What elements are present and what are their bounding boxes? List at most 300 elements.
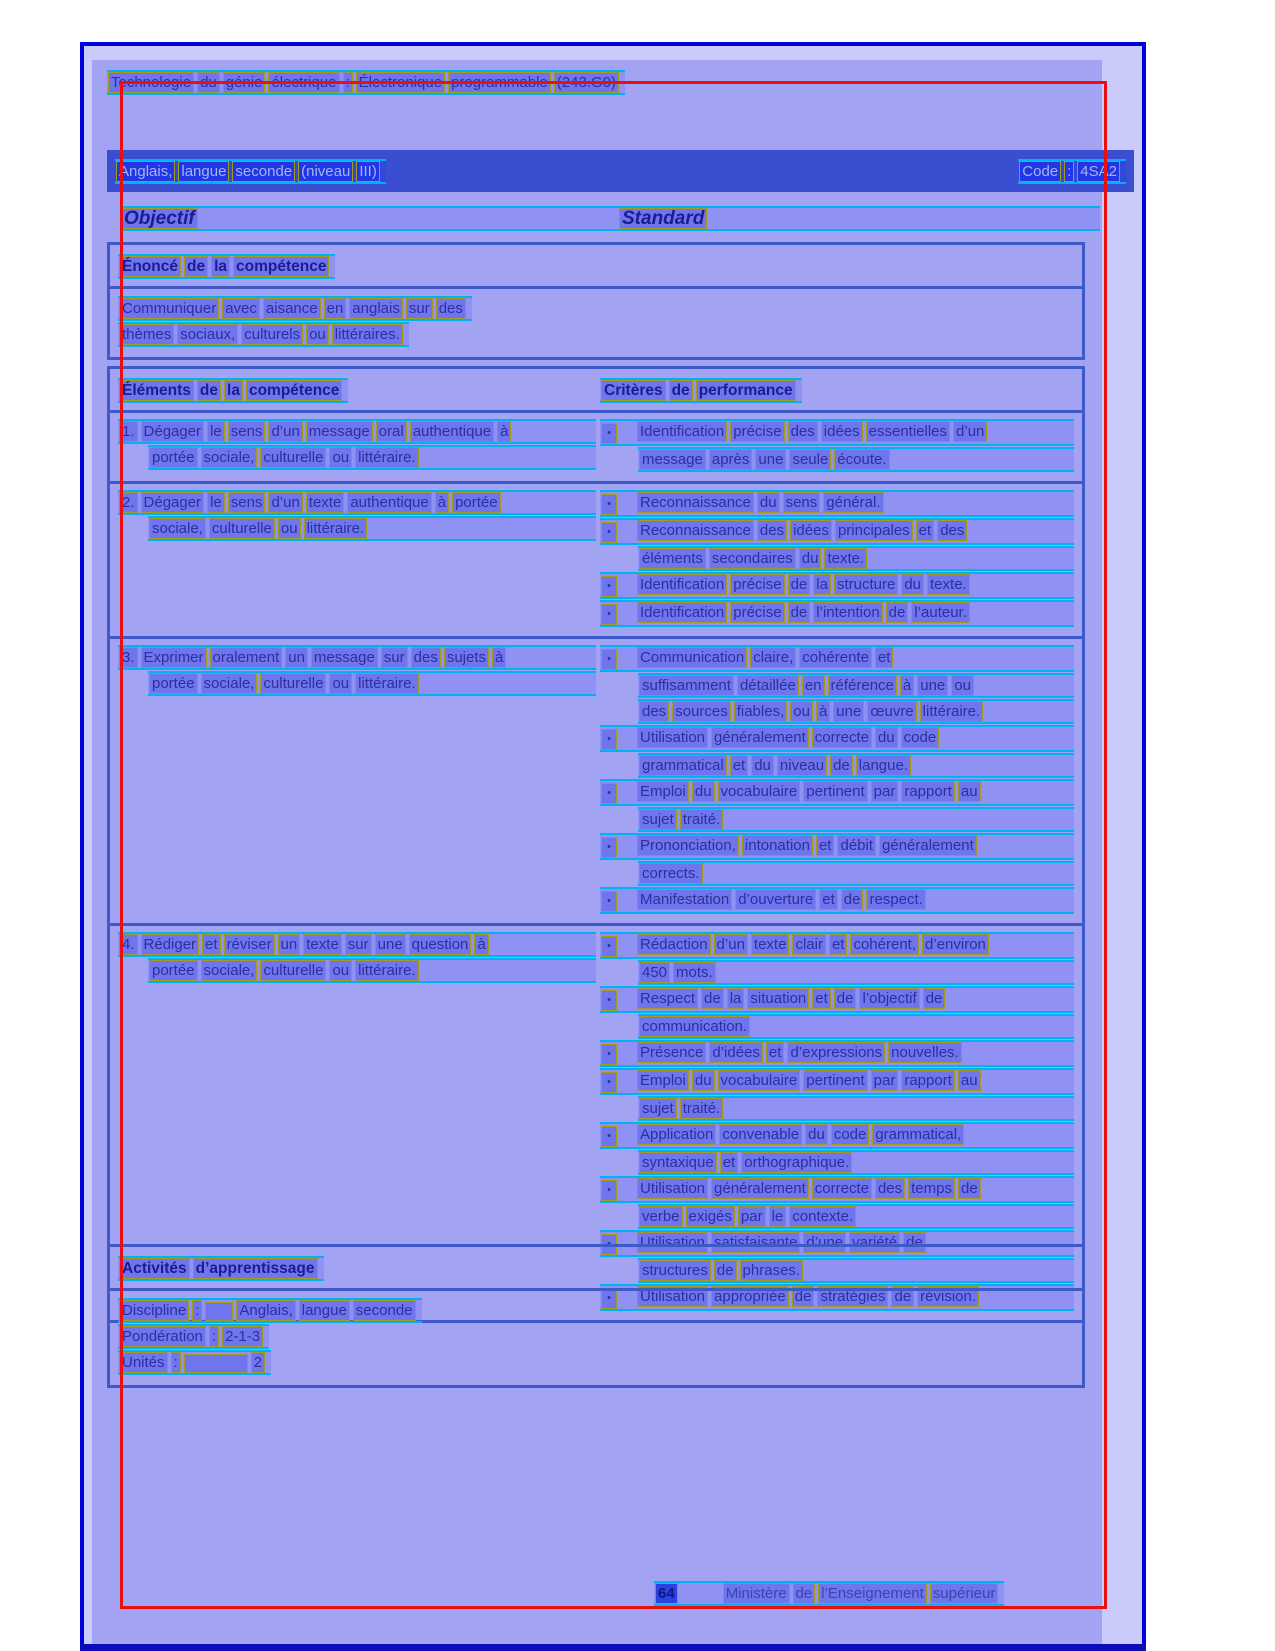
ocr-word-box: 2-1-3 <box>225 1328 261 1345</box>
ocr-word-box: principales <box>837 522 910 539</box>
ocr-word-box: Rédiger <box>143 936 197 953</box>
ocr-empty-box <box>185 1355 247 1372</box>
ocr-word-box: de <box>925 990 943 1007</box>
ocr-word-box: et <box>768 1044 782 1061</box>
ocr-word-box: ou <box>280 520 298 537</box>
ocr-word-box: situation <box>750 990 807 1007</box>
ocr-word-box: vocabulaire <box>720 783 798 800</box>
text-line <box>600 1040 1074 1067</box>
text-line <box>118 645 596 670</box>
ocr-word-box: au <box>960 1072 978 1089</box>
competence-row <box>110 636 1082 923</box>
ocr-word-box: l’objectif <box>862 990 917 1007</box>
ocr-word-box: performance <box>698 382 793 399</box>
ocr-word-box: variété <box>852 1234 898 1251</box>
ocr-word-box: électrique <box>271 74 337 91</box>
ocr-word-box: Reconnaissance <box>640 522 751 539</box>
ocr-word-box: contexte. <box>792 1208 854 1225</box>
ocr-word-box: pertinent <box>806 783 865 800</box>
standard-column-label: Standard <box>622 208 705 229</box>
ocr-word-box: Utilisation <box>640 1288 706 1305</box>
page-number: 64 <box>658 1585 675 1602</box>
criteria-cell <box>600 645 1074 915</box>
ocr-word-box: claire, <box>753 649 794 666</box>
text-line <box>638 673 1074 698</box>
ocr-word-box: d’un <box>716 936 745 953</box>
ocr-word-box: d’un <box>271 494 300 511</box>
text-line <box>638 753 1074 778</box>
bullet-icon: • <box>602 605 616 624</box>
bullet-icon: • <box>602 495 616 514</box>
ocr-word-box: du <box>877 729 895 746</box>
objectif-standard-band <box>120 206 1100 231</box>
ocr-word-box: (niveau <box>301 162 351 180</box>
bullet-icon: • <box>602 577 616 596</box>
text-line <box>118 296 472 321</box>
text-line <box>600 1068 1074 1095</box>
ocr-word-box: langue <box>301 1302 347 1319</box>
ocr-word-box: essentielles <box>868 423 948 440</box>
ocr-word-box: Unités <box>122 1354 165 1371</box>
activites-field-row <box>118 1350 1074 1376</box>
bullet-icon: • <box>602 892 616 911</box>
ocr-word-box: Ministère <box>725 1585 787 1602</box>
text-line <box>638 960 1074 985</box>
text-line <box>600 887 1074 914</box>
ocr-word-box: sens <box>785 494 818 511</box>
ocr-word-box: code <box>903 729 937 746</box>
bullet-icon: • <box>602 650 616 669</box>
ocr-word-box: sociaux, <box>180 326 236 343</box>
ocr-word-box: littéraire. <box>358 962 416 979</box>
ocr-word-box: respect. <box>869 891 923 908</box>
enonce-heading-row <box>110 245 1082 289</box>
ocr-word-box: de <box>833 757 850 774</box>
ocr-word-box: et <box>205 936 218 953</box>
ocr-word-box: cohérente <box>802 649 869 666</box>
ocr-word-box: précise <box>733 423 782 440</box>
bullet-icon: • <box>602 1235 616 1254</box>
ocr-word-box: temps <box>911 1180 952 1197</box>
ocr-word-box: ou <box>332 675 350 692</box>
ocr-word-box: portée <box>152 449 195 466</box>
text-line <box>638 699 1074 724</box>
ocr-word-box: du <box>200 74 217 91</box>
ocr-word-box: nouvelles. <box>891 1044 959 1061</box>
ocr-word-box: correcte <box>814 729 869 746</box>
ocr-word-box: réviser <box>226 936 272 953</box>
ocr-word-box: portée <box>455 494 498 511</box>
ocr-word-box: des <box>438 300 463 317</box>
ocr-word-box: d’idées <box>712 1044 760 1061</box>
text-line <box>638 807 1074 832</box>
text-line <box>118 1350 271 1375</box>
ocr-word-box: œuvre <box>870 703 914 720</box>
ocr-word-box: Respect <box>640 990 696 1007</box>
ocr-word-box: Identification <box>640 604 725 621</box>
text-line <box>600 490 1074 517</box>
ocr-word-box: de <box>790 576 808 593</box>
ocr-word-box: d’un <box>271 423 300 440</box>
ocr-word-box: littéraire. <box>358 675 416 692</box>
ocr-word-box: une <box>836 703 862 720</box>
ocr-word-box: en <box>326 300 344 317</box>
ocr-word-box: Utilisation <box>640 1234 706 1251</box>
ocr-word-box: sur <box>347 936 369 953</box>
ocr-word-box: précise <box>733 604 782 621</box>
ocr-word-box: de <box>894 1288 912 1305</box>
ocr-word-box: d’une <box>806 1234 844 1251</box>
activites-field-row <box>118 1324 1074 1350</box>
ocr-word-box: seule <box>792 451 829 468</box>
ocr-word-box: intonation <box>744 837 810 854</box>
ocr-word-box: traité. <box>682 1100 721 1117</box>
ocr-word-box: Code <box>1022 162 1059 180</box>
ocr-word-box: corrects. <box>642 865 700 882</box>
ocr-word-box: sociale, <box>203 449 255 466</box>
text-line <box>638 1014 1074 1039</box>
course-name <box>115 159 386 184</box>
ocr-word-box: et <box>818 837 832 854</box>
ocr-word-box: seconde <box>235 162 293 180</box>
ocr-word-box: mots. <box>676 964 713 981</box>
ocr-word-box: la <box>227 382 240 399</box>
ocr-word-box: culturelle <box>263 675 324 692</box>
ocr-word-box: des <box>413 649 438 666</box>
ocr-word-box: : <box>345 74 350 91</box>
ocr-word-box: phrases. <box>742 1262 801 1279</box>
ocr-word-box: de <box>790 604 808 621</box>
ocr-word-box: Anglais, <box>239 1302 293 1319</box>
ocr-word-box: anglais <box>352 300 400 317</box>
ocr-word-box: vocabulaire <box>720 1072 798 1089</box>
text-line <box>600 833 1074 860</box>
ocr-word-box: langue <box>181 162 227 180</box>
ocr-word-box: et <box>815 990 828 1007</box>
ocr-word-box: à <box>500 423 509 440</box>
ocr-word-box: syntaxique <box>642 1154 714 1171</box>
ocr-word-box: stratégies <box>820 1288 886 1305</box>
ocr-word-box: sociale, <box>203 962 255 979</box>
bullet-icon: • <box>602 838 616 857</box>
ocr-word-box: Emploi <box>640 1072 686 1089</box>
text-line <box>600 725 1074 752</box>
ocr-word-box: des <box>759 522 785 539</box>
ocr-word-box: d’expressions <box>790 1044 883 1061</box>
ocr-word-box: clair <box>795 936 823 953</box>
ocr-word-box: grammatical, <box>875 1126 962 1143</box>
ocr-word-box: traité. <box>682 811 721 828</box>
ocr-word-box: thèmes <box>122 326 172 343</box>
ocr-word-box: : <box>211 1328 217 1345</box>
ocr-word-box: Exprimer <box>143 649 204 666</box>
ocr-word-box: l’auteur. <box>914 604 967 621</box>
elements-heading <box>118 378 348 403</box>
ocr-word-box: littéraire. <box>922 703 981 720</box>
ocr-word-box: à <box>477 936 486 953</box>
ocr-word-box: oralement <box>212 649 280 666</box>
ocr-word-box: du <box>759 494 777 511</box>
ocr-word-box: 4SA2 <box>1080 162 1117 180</box>
ocr-word-box: : <box>173 1354 178 1371</box>
ocr-word-box: culturelle <box>263 962 324 979</box>
ocr-word-box: authentique <box>412 423 492 440</box>
ocr-word-box: correcte <box>814 1180 869 1197</box>
ocr-word-box: et <box>722 1154 736 1171</box>
footer-band <box>654 1581 1004 1606</box>
text-line <box>148 671 596 696</box>
text-line <box>600 932 1074 959</box>
ocr-word-box: : <box>1067 162 1072 180</box>
ocr-word-box: 450 <box>642 964 668 981</box>
ministry-name <box>724 1585 1003 1602</box>
ocr-word-box: éléments <box>642 550 703 567</box>
ocr-word-box: Utilisation <box>640 729 706 746</box>
text-line <box>118 932 596 957</box>
ocr-word-box: suffisamment <box>642 677 731 694</box>
ocr-word-box: question <box>411 936 469 953</box>
ocr-word-box: général. <box>826 494 881 511</box>
ocr-word-box: de <box>794 1288 812 1305</box>
ocr-word-box: III) <box>359 162 377 180</box>
ocr-word-box: littéraire. <box>358 449 416 466</box>
ocr-word-box: généralement <box>882 837 974 854</box>
ocr-word-box: une <box>377 936 403 953</box>
ocr-word-box: du <box>808 1126 825 1143</box>
course-code <box>1018 159 1126 184</box>
text-line <box>638 546 1074 571</box>
ocr-word-box: de <box>888 604 906 621</box>
ocr-word-box: d’apprentissage <box>195 1260 315 1277</box>
ocr-word-box: texte. <box>930 576 967 593</box>
ocr-word-box: sujet <box>642 1100 674 1117</box>
ocr-word-box: Reconnaissance <box>640 494 751 511</box>
ocr-word-box: après <box>711 451 750 468</box>
ocr-word-box: de <box>843 891 861 908</box>
ocr-word-box: rapport <box>904 1072 952 1089</box>
ocr-word-box: la <box>729 990 742 1007</box>
ocr-word-box: détaillée <box>739 677 796 694</box>
ocr-word-box: secondaires <box>711 550 793 567</box>
ocr-word-box: structures <box>642 1262 708 1279</box>
ocr-word-box: compétence <box>236 258 327 275</box>
ocr-word-box: la <box>214 258 228 275</box>
ocr-word-box: texte <box>306 936 339 953</box>
objectif-column-label: Objectif <box>124 208 195 229</box>
ocr-word-box: sens <box>230 423 263 440</box>
bullet-icon: • <box>602 784 616 803</box>
ocr-word-box: Pondération <box>122 1328 203 1345</box>
ocr-word-box: d’environ <box>925 936 986 953</box>
text-line <box>600 1122 1074 1149</box>
ocr-word-box: Présence <box>640 1044 704 1061</box>
ocr-word-box: ou <box>309 326 326 343</box>
ocr-word-box: pertinent <box>806 1072 865 1089</box>
ocr-word-box: ou <box>954 677 971 694</box>
ocr-word-box: Communication <box>640 649 745 666</box>
ocr-word-box: message <box>313 649 375 666</box>
ocr-word-box: Communiquer <box>122 300 217 317</box>
ocr-word-box: Emploi <box>640 783 686 800</box>
ocr-word-box: en <box>804 677 822 694</box>
criteres-heading <box>600 378 802 403</box>
ocr-word-box: Manifestation <box>640 891 730 908</box>
ocr-word-box: supérieur <box>932 1585 996 1602</box>
text-line <box>118 490 596 515</box>
ocr-word-box: une <box>758 451 784 468</box>
element-cell <box>118 490 596 628</box>
ocr-word-box: culturelle <box>263 449 324 466</box>
ocr-word-box: Identification <box>640 576 725 593</box>
ocr-word-box: satisfaisante <box>714 1234 798 1251</box>
ocr-word-box: message <box>642 451 703 468</box>
ocr-word-box: Discipline <box>122 1302 187 1319</box>
ocr-word-box: à <box>902 677 912 694</box>
ocr-word-box: sujet <box>642 811 674 828</box>
ocr-word-box: de <box>961 1180 978 1197</box>
text-line <box>638 1204 1074 1229</box>
ocr-word-box: et <box>831 936 845 953</box>
ocr-word-box: le <box>210 494 222 511</box>
text-line <box>600 779 1074 806</box>
ocr-word-box: de <box>795 1585 813 1602</box>
ocr-word-box: des <box>940 522 965 539</box>
ocr-word-box: par <box>873 1072 896 1089</box>
text-line <box>600 600 1074 627</box>
course-header-bar <box>107 150 1134 192</box>
ocr-word-box: à <box>818 703 828 720</box>
ocr-word-box: le <box>771 1208 784 1225</box>
element-cell <box>118 419 596 473</box>
activites-heading <box>118 1256 324 1281</box>
ocr-word-box: Application <box>640 1126 714 1143</box>
bullet-icon: • <box>602 1127 616 1146</box>
ocr-word-box: par <box>740 1208 763 1225</box>
ocr-word-box: 4. <box>122 936 135 953</box>
ocr-word-box: structure <box>836 576 896 593</box>
ocr-word-box: de <box>906 1234 923 1251</box>
text-line <box>600 419 1074 446</box>
ocr-word-box: littéraires. <box>334 326 400 343</box>
ocr-word-box: généralement <box>714 1180 806 1197</box>
ocr-word-box: au <box>960 783 978 800</box>
ocr-word-box: ou <box>793 703 810 720</box>
ocr-word-box: Énoncé <box>122 258 178 275</box>
text-line <box>600 518 1074 545</box>
ocr-word-box: référence <box>830 677 894 694</box>
ocr-word-box: Utilisation <box>640 1180 706 1197</box>
ocr-word-box: Éléments <box>122 382 191 399</box>
text-line <box>600 572 1074 599</box>
ocr-word-box: la <box>816 576 828 593</box>
ocr-word-box: texte <box>753 936 787 953</box>
bullet-icon: • <box>602 1181 616 1200</box>
bullet-icon: • <box>602 1045 616 1064</box>
ocr-word-box: culturels <box>244 326 301 343</box>
ocr-word-box: écoute. <box>837 451 887 468</box>
ocr-word-box: précise <box>733 576 782 593</box>
enonce-heading <box>118 254 335 279</box>
text-line <box>600 645 1074 672</box>
text-line <box>118 419 596 444</box>
ocr-word-box: portée <box>152 962 195 979</box>
ocr-word-box: texte. <box>827 550 865 567</box>
ocr-word-box: sociale, <box>152 520 203 537</box>
text-line <box>638 861 1074 886</box>
bullet-icon: • <box>602 424 616 443</box>
ocr-word-box: ou <box>332 449 350 466</box>
ocr-word-box: programmable <box>451 74 548 91</box>
ocr-word-box: Prononciation, <box>640 837 736 854</box>
activites-section <box>107 1244 1085 1388</box>
ocr-word-box: ou <box>332 962 350 979</box>
ocr-word-box: des <box>642 703 667 720</box>
ocr-word-box: débit <box>840 837 874 854</box>
ocr-word-box: sens <box>230 494 263 511</box>
ocr-word-box: langue. <box>858 757 908 774</box>
ocr-word-box: sociale, <box>203 675 255 692</box>
bullet-icon: • <box>602 937 616 956</box>
ocr-word-box: texte <box>308 494 342 511</box>
text-line <box>638 1096 1074 1121</box>
ocr-word-box: orthographique. <box>744 1154 850 1171</box>
ocr-word-box: littéraire. <box>306 520 365 537</box>
ocr-word-box: un <box>280 936 298 953</box>
ocr-word-box: : <box>195 1302 200 1319</box>
ocr-word-box: une <box>920 677 946 694</box>
ocr-word-box: de <box>716 1262 734 1279</box>
ocr-word-box: 3. <box>122 649 135 666</box>
ocr-word-box: et <box>918 522 932 539</box>
ocr-word-box: Identification <box>640 423 725 440</box>
ocr-word-box: d’ouverture <box>738 891 814 908</box>
ocr-word-box: idées <box>793 522 829 539</box>
ocr-word-box: à <box>437 494 447 511</box>
bullet-icon: • <box>602 1289 616 1308</box>
enonce-body <box>110 289 1082 357</box>
ocr-word-box: l’intention <box>816 604 880 621</box>
ocr-word-box: appropriée <box>714 1288 786 1305</box>
ocr-word-box: fiables, <box>736 703 785 720</box>
ocr-word-box: sources <box>675 703 728 720</box>
competence-table-section <box>107 366 1085 1323</box>
ocr-word-box: des <box>790 423 815 440</box>
text-line <box>638 1150 1074 1175</box>
ocr-word-box: (243.G0) <box>556 74 616 91</box>
ocr-word-box: un <box>288 649 305 666</box>
text-line <box>638 447 1074 472</box>
ocr-word-box: du <box>694 1072 712 1089</box>
ocr-word-box: et <box>822 891 835 908</box>
ocr-word-box: Critères <box>604 382 663 399</box>
ocr-word-box: convenable <box>722 1126 800 1143</box>
text-line <box>148 958 596 983</box>
ocr-word-box: sujets <box>446 649 487 666</box>
ocr-word-box: à <box>495 649 504 666</box>
ocr-word-box: de <box>199 382 219 399</box>
activites-heading-row <box>110 1247 1082 1291</box>
bullet-icon: • <box>602 991 616 1010</box>
text-line <box>118 1324 269 1349</box>
bullet-icon: • <box>602 1073 616 1092</box>
competence-row <box>110 481 1082 636</box>
activites-body <box>110 1291 1082 1385</box>
ocr-word-box: et <box>877 649 891 666</box>
ocr-word-box: de <box>186 258 206 275</box>
criteria-cell <box>600 419 1074 473</box>
ocr-word-box: Rédaction <box>640 936 708 953</box>
ocr-word-box: le <box>210 423 222 440</box>
